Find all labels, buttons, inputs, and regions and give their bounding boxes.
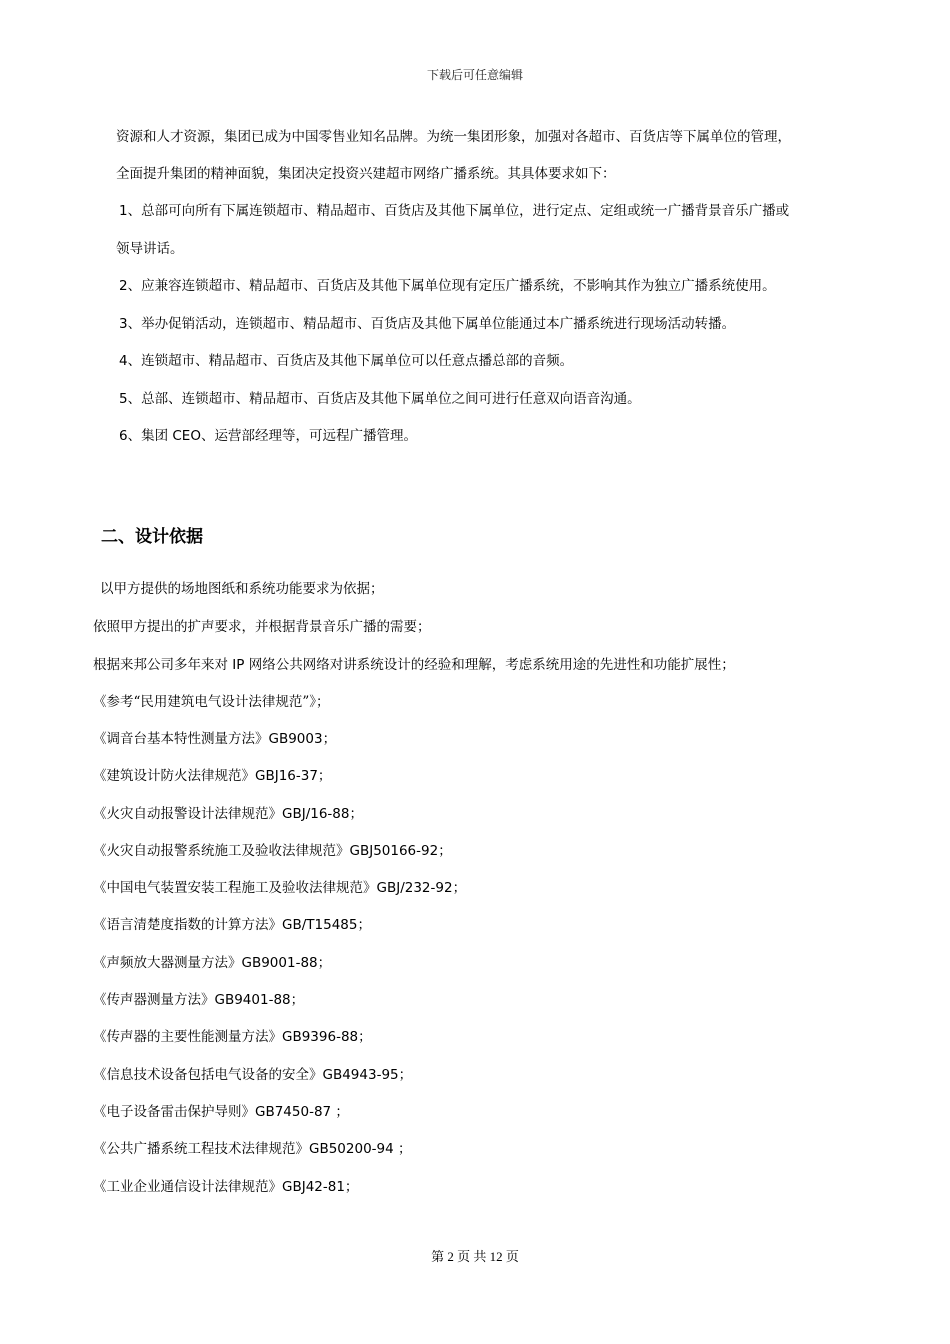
basis-line: 《建筑设计防火法律规范》GBJ16-37；	[93, 768, 332, 784]
requirement-3: 3、举办促销活动，连锁超市、精品超市、百货店及其他下属单位能通过本广播系统进行现场活动转播。	[119, 316, 736, 332]
page-footer-number: 第 2 页 共 12 页	[431, 1249, 519, 1264]
basis-line: 《调音台基本特性测量方法》GB9003；	[93, 731, 337, 747]
requirement-1: 1、总部可向所有下属连锁超市、精品超市、百货店及其他下属单位，进行定点、定组或统一广播背景音乐广播或	[119, 203, 790, 219]
intro-line-1: 资源和人才资源，集团已成为中国零售业知名品牌。为统一集团形象，加强对各超市、百货店等下属单位的管理，	[116, 129, 791, 145]
basis-line: 《信息技术设备包括电气设备的安全》GB4943-95；	[93, 1067, 413, 1083]
basis-line: 《火灾自动报警系统施工及验收法律规范》GBJ50166-92；	[93, 843, 452, 859]
basis-line: 《火灾自动报警设计法律规范》GBJ/16-88；	[93, 806, 363, 822]
page-header-note: 下载后可任意编辑	[426, 68, 523, 82]
requirement-5: 5、总部、连锁超市、精品超市、百货店及其他下属单位之间可进行任意双向语音沟通。	[119, 391, 641, 407]
basis-line: 以甲方提供的场地图纸和系统功能要求为依据；	[100, 581, 384, 597]
basis-line: 《中国电气装置安装工程施工及验收法律规范》GBJ/232-92；	[93, 880, 467, 896]
requirement-6: 6、集团 CEO、运营部经理等，可远程广播管理。	[119, 428, 417, 444]
basis-line: 《声频放大器测量方法》GB9001-88；	[93, 955, 332, 971]
basis-line: 《传声器的主要性能测量方法》GB9396-88；	[93, 1029, 372, 1045]
basis-line: 根据来邦公司多年来对 IP 网络公共网络对讲系统设计的经验和理解，考虑系统用途的先进性和功能扩展性；	[93, 657, 735, 673]
basis-line: 《传声器测量方法》GB9401-88；	[93, 992, 305, 1008]
section-heading: 二、设计依据	[101, 527, 203, 547]
requirement-1-continued: 领导讲话。	[116, 241, 184, 257]
basis-line: 《参考“民用建筑电气设计法律规范”》；	[93, 694, 330, 710]
basis-line: 《语言清楚度指数的计算方法》GB/T15485；	[93, 917, 371, 933]
basis-line: 《电子设备雷击保护导则》GB7450-87 ；	[93, 1104, 349, 1120]
basis-line: 《公共广播系统工程技术法律规范》GB50200-94 ；	[93, 1141, 412, 1157]
requirement-2: 2、应兼容连锁超市、精品超市、百货店及其他下属单位现有定压广播系统，不影响其作为独立广播系统使用。	[119, 278, 776, 294]
basis-line: 《工业企业通信设计法律规范》GBJ42-81；	[93, 1179, 359, 1195]
basis-line: 依照甲方提出的扩声要求，并根据背景音乐广播的需要；	[93, 619, 431, 635]
requirement-4: 4、连锁超市、精品超市、百货店及其他下属单位可以任意点播总部的音频。	[119, 353, 574, 369]
intro-line-2: 全面提升集团的精神面貌，集团决定投资兴建超市网络广播系统。其具体要求如下：	[116, 166, 616, 182]
